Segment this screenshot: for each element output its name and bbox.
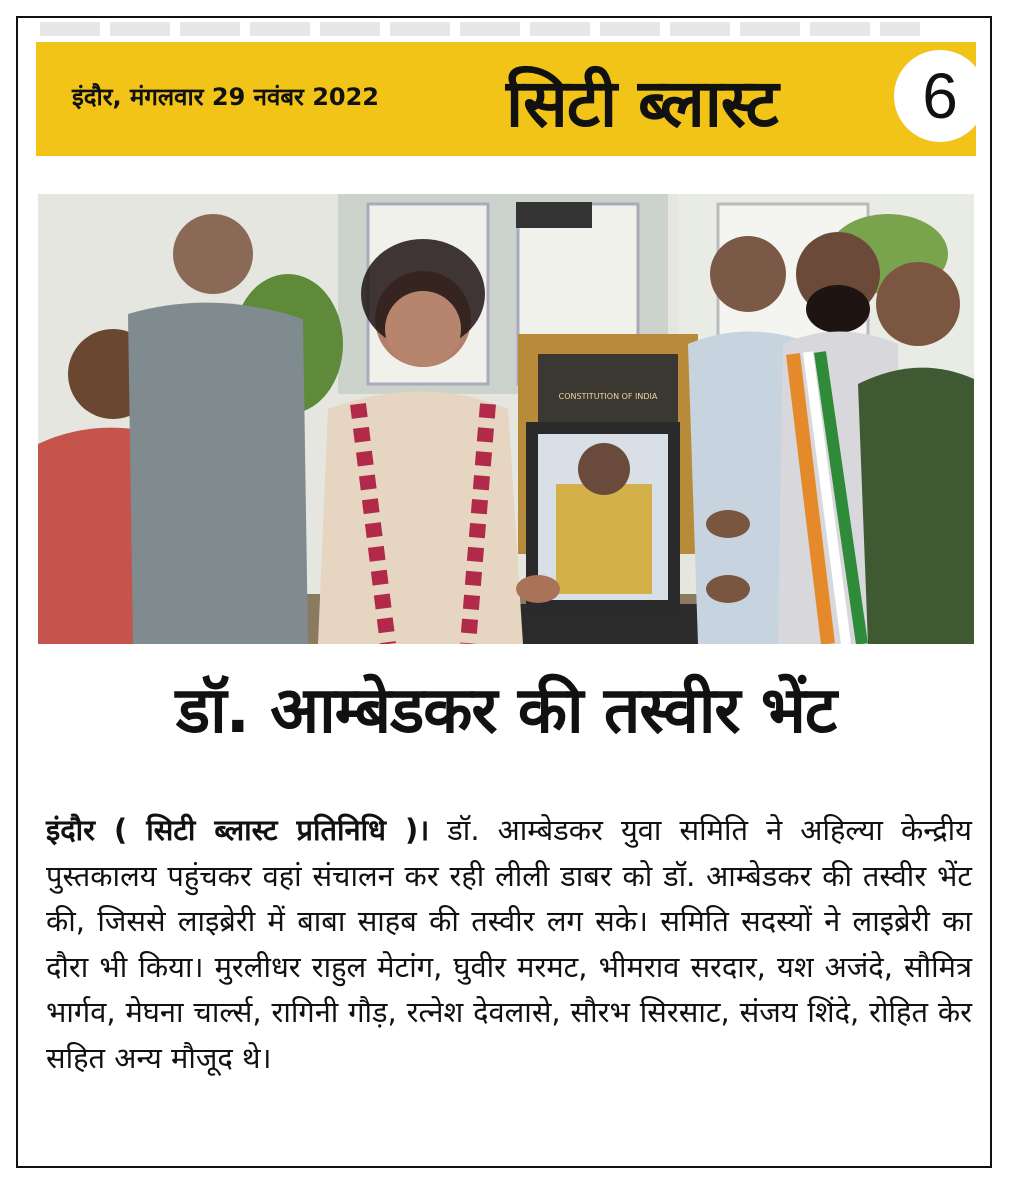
article-lead: इंदौर ( सिटी ब्लास्ट प्रतिनिधि )। xyxy=(46,813,430,847)
news-photo xyxy=(38,194,974,644)
article-text: डॉ. आम्बेडकर युवा समिति ने अहिल्या केन्द्रीय पुस्तकालय पहुंचकर वहां संचालन कर रही लीली डाबर को डॉ. आम्बेडकर की तस्वीर भेंट की, जिससे लाइब्रेरी में बाबा साहब की तस्वीर लग सके। समिति सदस्यों ने लाइब्रेरी का दौरा भी किया। मुरलीधर राहुल मेटांग, घुवीर मरमट, भीमराव सरदार, यश अजंदे, सौमित्र भार्गव, मेघना चार्ल्स, रागिनी गौड़, रत्नेश देवलासे, सौरभ सिरसाट, संजय शिंदे, रोहित केर सहित अन्य मौजूद थे। xyxy=(46,813,972,1075)
masthead xyxy=(36,42,976,156)
frame-caption: CONSTITUTION OF INDIA xyxy=(558,392,658,401)
article-body xyxy=(46,808,972,1081)
article-headline: डॉ. आम्बेडकर की तस्वीर भेंट xyxy=(175,674,837,748)
photo-illustration xyxy=(38,194,974,644)
dateline: इंदौर, मंगलवार 29 नवंबर 2022 xyxy=(72,83,379,111)
page-number-badge: 6 xyxy=(894,50,986,142)
top-print-strip xyxy=(40,22,920,36)
newspaper-brand: सिटी ब्लास्ट xyxy=(506,65,778,142)
